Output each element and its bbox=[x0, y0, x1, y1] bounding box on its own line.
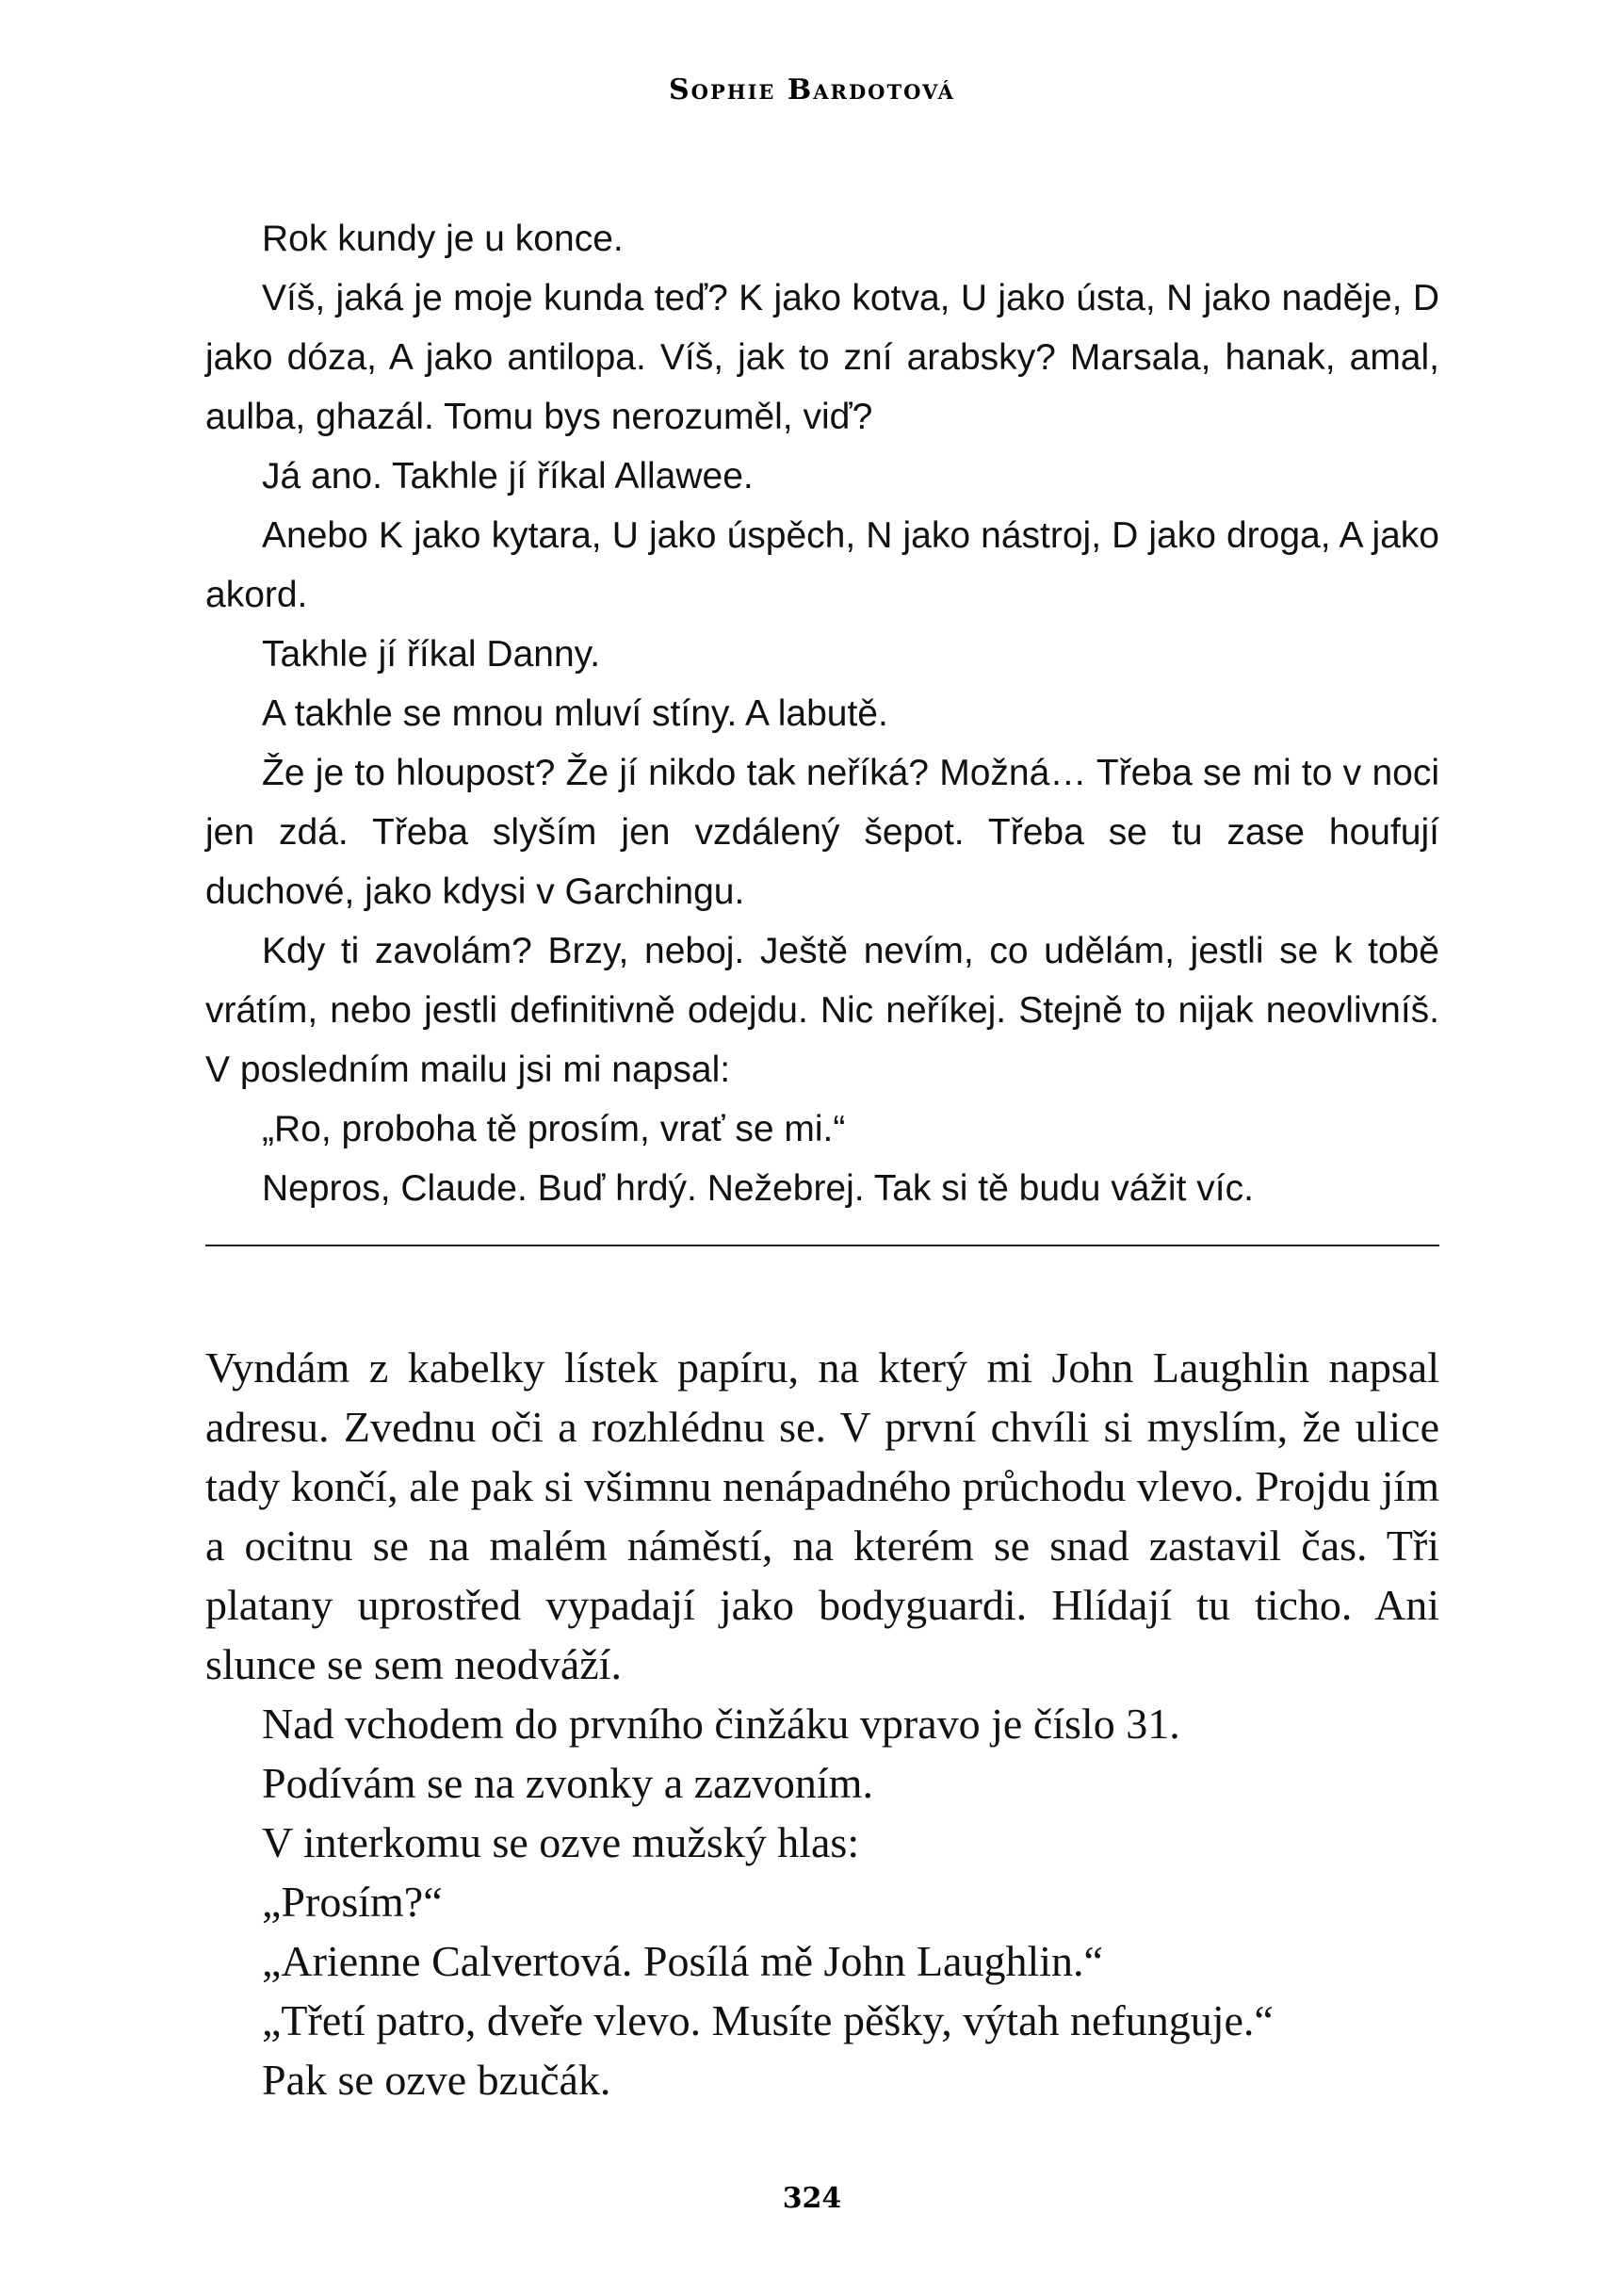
narrative-paragraph: „Arienne Calvertová. Posílá mě John Laughlin.“ bbox=[262, 1937, 1103, 1985]
letter-paragraph: Anebo K jako kytara, U jako úspěch, N jako nástroj, D jako droga, A jako akord. bbox=[205, 515, 1439, 615]
letter-paragraph: Rok kundy je u konce. bbox=[262, 219, 624, 259]
letter-section bbox=[205, 209, 1439, 1218]
narrative-paragraph: „Prosím?“ bbox=[262, 1878, 443, 1926]
letter-paragraph: Víš, jaká je moje kunda teď? K jako kotva, U jako ústa, N jako naděje, D jako dóza, A jako antilopa. Víš, jak to zní arabsky? Marsala, hanak, amal, aulba, ghazál. Tomu bys nerozuměl, viď? bbox=[205, 278, 1439, 437]
page-number: 324 bbox=[782, 2182, 842, 2215]
narrative-paragraph: Nad vchodem do prvního činžáku vpravo je číslo 31. bbox=[262, 1700, 1180, 1748]
letter-paragraph: „Ro, proboha tě prosím, vrať se mi.“ bbox=[262, 1109, 846, 1149]
letter-paragraph: Já ano. Takhle jí říkal Allawee. bbox=[262, 456, 754, 496]
letter-paragraph: Nepros, Claude. Buď hrdý. Nežebrej. Tak si tě budu vážit víc. bbox=[262, 1168, 1254, 1209]
letter-paragraph: Kdy ti zavolám? Brzy, neboj. Ještě nevím, co udělám, jestli se k tobě vrátím, nebo jestli definitivně odejdu. Nic neříkej. Stejně to nijak neovlivníš. V posledním mailu jsi mi napsal: bbox=[205, 931, 1439, 1090]
narrative-section bbox=[205, 1338, 1439, 2109]
narrative-paragraph: „Třetí patro, dveře vlevo. Musíte pěšky, výtah nefunguje.“ bbox=[262, 1996, 1274, 2044]
narrative-paragraph: V interkomu se ozve mužský hlas: bbox=[262, 1818, 860, 1866]
narrative-paragraph: Pak se ozve bzučák. bbox=[262, 2056, 611, 2104]
letter-paragraph: Takhle jí říkal Danny. bbox=[262, 634, 601, 675]
section-divider bbox=[205, 1245, 1439, 1246]
letter-paragraph: Že je to hloupost? Že jí nikdo tak neříká? Možná… Třeba se mi to v noci jen zdá. Třeba slyším jen vzdálený šepot. Třeba se tu zase houfují duchové, jako kdysi v Garchingu. bbox=[205, 753, 1439, 912]
letter-paragraph: A takhle se mnou mluví stíny. A labutě. bbox=[262, 693, 888, 734]
narrative-paragraph: Vyndám z kabelky lístek papíru, na který mi John Laughlin napsal adresu. Zvednu oči a rozhlédnu se. V první chvíli si myslím, že ulice tady končí, ale pak si všimnu nenápadného průchodu vlevo. Projdu jím a ocitnu se na malém náměstí, na kterém se snad zastavil čas. Tři platany uprostřed vypadají jako bodyguardi. Hlídají tu ticho. Ani slunce se sem neodváží. bbox=[205, 1343, 1439, 1688]
running-header-author: Sophie Bardotová bbox=[669, 73, 955, 106]
narrative-paragraph: Podívám se na zvonky a zazvoním. bbox=[262, 1759, 873, 1807]
